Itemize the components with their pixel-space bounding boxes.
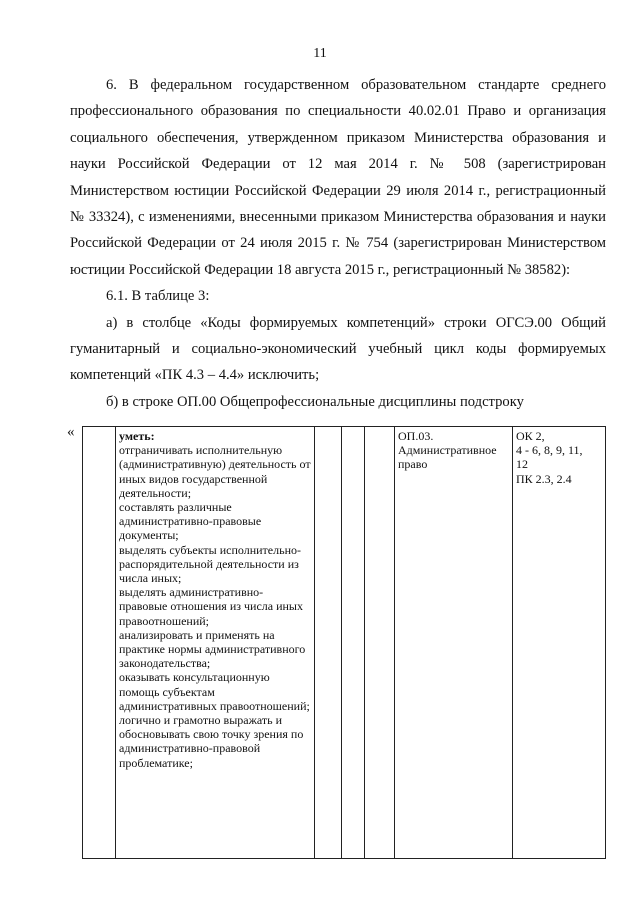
table-row — [83, 427, 606, 859]
table-cell-empty — [315, 427, 342, 859]
competence-code-line: 12 — [516, 457, 528, 472]
discipline-code: ОП.03. — [398, 429, 434, 443]
table-open-quote: « — [67, 424, 75, 440]
competence-code-line: 4 - 6, 8, 9, 11, — [516, 443, 583, 458]
paragraph-item-a: а) в столбце «Коды формируемых компетенций» строки ОГСЭ.00 Общий гуманитарный и социально-экономический учебный цикл коды формируемых компетенций «ПК 4.3 – 4.4» исключить; — [70, 314, 606, 384]
paragraph-item-b: б) в строке ОП.00 Общепрофессиональные дисциплины подстроку — [106, 393, 524, 410]
body-text — [70, 72, 606, 415]
skills-cell — [116, 427, 315, 859]
list-item: логично и грамотно выражать и обосновывать свою точку зрения по административно-правовой проблематике; — [119, 713, 304, 770]
page-number: 11 — [313, 46, 327, 61]
list-item: выделять субъекты исполнительно-распорядительной деятельности из числа иных; — [119, 542, 302, 586]
skills-list — [119, 443, 311, 770]
skills-heading: уметь: — [119, 429, 155, 443]
competence-code-line: ОК 2, — [516, 429, 545, 443]
table-cell-empty — [342, 427, 365, 859]
table-cell-empty — [83, 427, 116, 859]
list-item: отграничивать исполнительную (административную) деятельность от иных видов государственной деятельности; — [119, 443, 311, 500]
discipline-cell — [395, 427, 513, 859]
table-cell-empty — [365, 427, 395, 859]
paragraph-amendment-intro: 6. В федеральном государственном образовательном стандарте среднего профессионального образования по специальности 40.02.01 Право и организация социального обеспечения, утвержденном приказом Министерства образования и науки Российской Федерации от 12 мая 2014 г. № 508 (зарегистрирован Министерством юстиции Российской Федерации 29 июля 2014 г., регистрационный № 33324), с изменениями, внесенными приказом Министерства образования и науки Российской Федерации от 24 июля 2015 г. № 754 (зарегистрирован Министерством юстиции Российской Федерации 18 августа 2015 г., регистрационный № 38582): — [70, 77, 606, 278]
list-item: анализировать и применять на практике нормы административного законодательства; — [119, 627, 306, 671]
list-item: составлять различные административно-правовые документы; — [119, 500, 262, 543]
discipline-name: Административное право — [398, 443, 497, 472]
paragraph-table-3: 6.1. В таблице 3: — [106, 288, 210, 305]
list-item: выделять административно-правовые отношения из числа иных правоотношений; — [119, 585, 303, 628]
list-item: оказывать консультационную помощь субъектам административных правоотношений; — [119, 670, 310, 713]
competence-table — [82, 426, 606, 859]
competence-codes-cell — [513, 427, 606, 859]
competence-code-line: ПК 2.3, 2.4 — [516, 471, 572, 486]
